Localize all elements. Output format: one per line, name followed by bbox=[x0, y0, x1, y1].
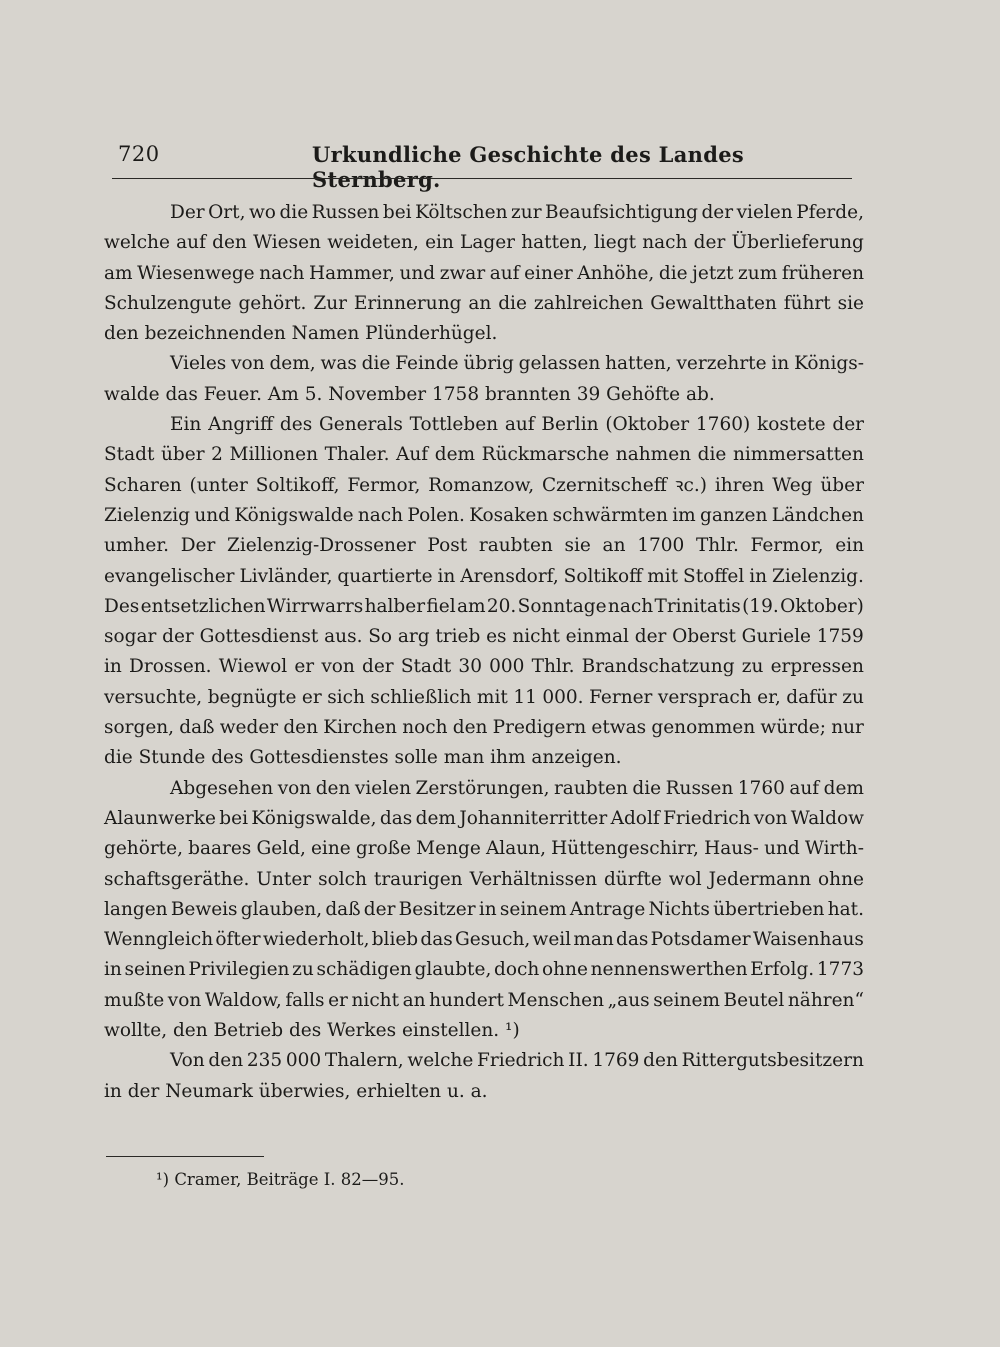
text-line: wollte, den Betrieb des Werkes einstellen. ¹) bbox=[104, 1020, 520, 1042]
text-line: Ein Angriff des Generals Tottleben auf Berlin (Oktober 1760) kostete der bbox=[170, 414, 864, 436]
text-line: in Drossen. Wiewol er von der Stadt 30 000 Thlr. Brandschatzung zu erpressen bbox=[104, 656, 864, 678]
text-line: Abgesehen von den vielen Zerstörungen, raubten die Russen 1760 auf dem bbox=[170, 777, 864, 799]
footnote-marker: ¹) bbox=[156, 1170, 170, 1189]
text-line: Alaunwerke bei Königswalde, das dem Johanniterritter Adolf Friedrich von Waldow bbox=[104, 807, 864, 829]
header-rule bbox=[112, 178, 852, 179]
text-line: den bezeichnenden Namen Plünderhügel. bbox=[104, 323, 498, 345]
text-line: walde das Feuer. Am 5. November 1758 brannten 39 Gehöfte ab. bbox=[104, 383, 715, 405]
text-line: evangelischer Livländer, quartierte in Arensdorf, Soltikoff mit Stoffel in Zielenzig. bbox=[104, 565, 864, 587]
text-line: langen Beweis glauben, daß der Besitzer in seinem Antrage Nichts übertrieben hat. bbox=[104, 898, 864, 920]
footnote-text: Cramer, Beiträge I. 82—95. bbox=[174, 1170, 405, 1189]
text-line: welche auf den Wiesen weideten, ein Lager hatten, liegt nach der Überlieferung bbox=[104, 232, 864, 254]
page-header bbox=[112, 142, 852, 192]
body-text bbox=[104, 198, 864, 1107]
text-line: versuchte, begnügte er sich schließlich mit 11 000. Ferner versprach er, dafür zu bbox=[104, 686, 864, 708]
text-line: Von den 235 000 Thalern, welche Friedrich II. 1769 den Rittergutsbesitzern bbox=[170, 1050, 864, 1072]
text-line: Vieles von dem, was die Feinde übrig gelassen hatten, verzehrte in Königs- bbox=[170, 353, 864, 375]
page-number: 720 bbox=[118, 142, 160, 166]
text-line: in seinen Privilegien zu schädigen glaubte, doch ohne nennenswerthen Erfolg. 1773 bbox=[104, 959, 864, 981]
text-line: am Wiesenwege nach Hammer, und zwar auf einer Anhöhe, die jetzt zum früheren bbox=[104, 262, 864, 284]
text-line: sorgen, daß weder den Kirchen noch den Predigern etwas genommen würde; nur bbox=[104, 717, 864, 739]
footnote bbox=[156, 1170, 404, 1189]
text-line: Stadt über 2 Millionen Thaler. Auf dem Rückmarsche nahmen die nimmersatten bbox=[104, 444, 864, 466]
text-line: Wenngleich öfter wiederholt, blieb das Gesuch, weil man das Potsdamer Waisenhaus bbox=[104, 929, 864, 951]
text-line: Der Ort, wo die Russen bei Költschen zur Beaufsichtigung der vielen Pferde, bbox=[170, 202, 864, 223]
text-line: Des entsetzlichen Wirrwarrs halber fiel am 20. Sonntage nach Trinitatis (19. Oktober) bbox=[104, 595, 864, 617]
running-head: Urkundliche Geschichte des Landes Sternberg. bbox=[312, 142, 744, 192]
text-line: schaftsgeräthe. Unter solch traurigen Verhältnissen dürfte wol Jedermann ohne bbox=[104, 868, 864, 890]
text-line: mußte von Waldow, falls er nicht an hundert Menschen „aus seinem Beutel nähren“ bbox=[104, 989, 864, 1011]
text-line: Zielenzig und Königswalde nach Polen. Kosaken schwärmten im ganzen Ländchen bbox=[104, 504, 864, 526]
text-line: die Stunde des Gottesdienstes solle man ihm anzeigen. bbox=[104, 747, 622, 769]
text-line: Scharen (unter Soltikoff, Fermor, Romanzow, Czernitscheff ꝛc.) ihren Weg über bbox=[104, 474, 864, 496]
footnote-rule bbox=[106, 1156, 264, 1157]
text-line: umher. Der Zielenzig-Drossener Post raubten sie an 1700 Thlr. Fermor, ein bbox=[104, 535, 864, 557]
text-line: Schulzengute gehört. Zur Erinnerung an die zahlreichen Gewaltthaten führt sie bbox=[104, 292, 864, 314]
text-line: in der Neumark überwies, erhielten u. a. bbox=[104, 1080, 488, 1102]
text-line: sogar der Gottesdienst aus. So arg trieb es nicht einmal der Oberst Guriele 1759 bbox=[104, 626, 864, 648]
text-line: gehörte, baares Geld, eine große Menge Alaun, Hüttengeschirr, Haus- und Wirth- bbox=[104, 838, 864, 860]
